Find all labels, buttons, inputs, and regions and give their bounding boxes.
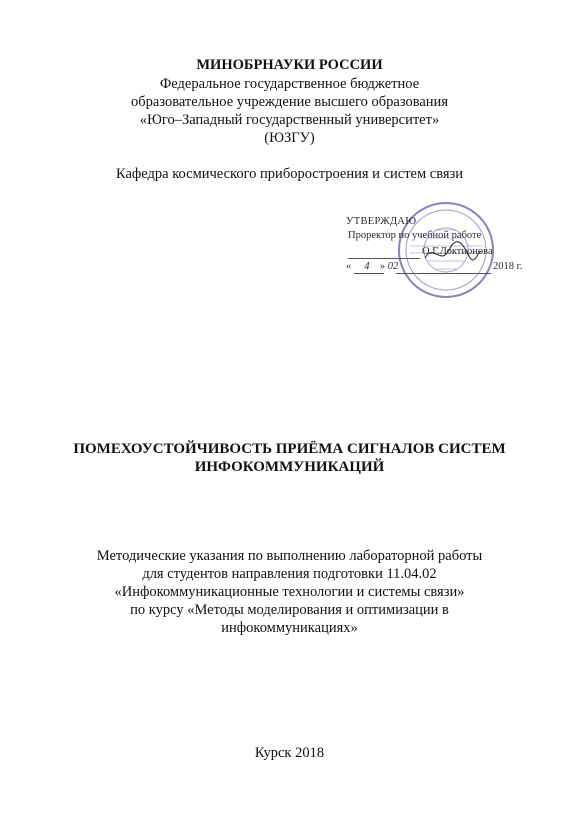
description-line-4: по курсу «Методы моделирования и оптимизации в	[130, 602, 449, 618]
approval-block	[338, 198, 528, 300]
approval-day: 4	[364, 261, 370, 272]
document-title	[40, 440, 539, 476]
date-quote-close: »	[379, 261, 386, 272]
department-name: Кафедра космического приборостроения и систем связи	[115, 166, 464, 182]
description-line-2: для студентов направления подготовки 11.04.02	[142, 566, 437, 582]
approval-date	[346, 261, 438, 272]
approval-month: 02	[387, 261, 399, 272]
ministry-heading: МИНОБРНАУКИ РОССИИ	[196, 57, 383, 73]
approver-name: О.Г.Локтионова	[422, 246, 493, 257]
date-quote-open: «	[346, 261, 352, 272]
university-abbr: (ЮЗГУ)	[264, 130, 315, 146]
institution-line-1: Федеральное государственное бюджетное	[159, 76, 420, 92]
approval-heading: УТВЕРЖДАЮ	[346, 216, 417, 227]
title-line-2: ИНФОКОММУНИКАЦИЙ	[194, 459, 385, 475]
description-line-5: инфокоммуникациях»	[221, 620, 358, 636]
description-line-3: «Инфокоммуникационные технологии и системы связи»	[114, 584, 465, 600]
institution-line-2: образовательное учреждение высшего образования	[130, 94, 448, 110]
title-line-1: ПОМЕХОУСТОЙЧИВОСТЬ ПРИЁМА СИГНАЛОВ СИСТЕМ	[73, 441, 506, 457]
university-name: «Юго–Западный государственный университет»	[139, 112, 440, 128]
approver-role: Проректор по учебной работе	[348, 230, 482, 241]
description-line-1: Методические указания по выполнению лабораторной работы	[96, 548, 483, 564]
approval-year: 2018 г.	[493, 261, 523, 272]
city-year: Курск 2018	[254, 745, 325, 761]
